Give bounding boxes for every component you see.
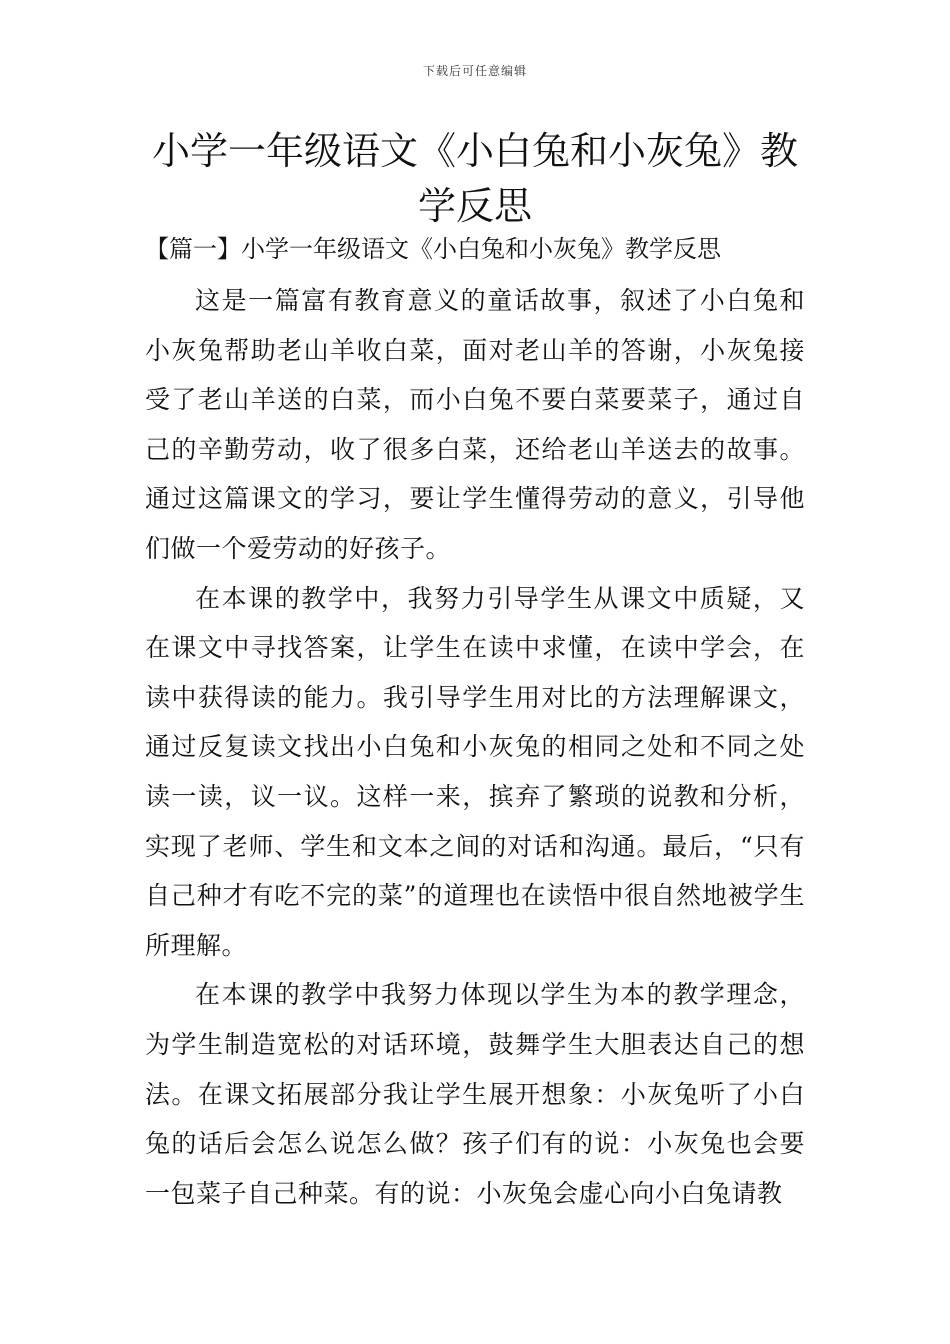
- document-title: 小学一年级语文《小白兔和小灰兔》教学反思: [151, 129, 798, 228]
- header-note: 下载后可任意编辑: [422, 64, 527, 78]
- paragraph-1: 这是一篇富有教育意义的童话故事，叙述了小白兔和小灰兔帮助老山羊收白菜，面对老山羊的答谢，小灰兔接受了老山羊送的白菜，而小白兔不要白菜要菜子，通过自己的辛勤劳动，收了很多白菜，还给老山羊送去的故事。通过这篇课文的学习，要让学生懂得劳动的意义，引导他们做一个爱劳动的好孩子。: [145, 286, 805, 563]
- paragraph-2: 在本课的教学中，我努力引导学生从课文中质疑，又在课文中寻找答案，让学生在读中求懂，在读中学会，在读中获得读的能力。我引导学生用对比的方法理解课文，通过反复读文找出小白兔和小灰兔的相同之处和不同之处读一读，议一议。这样一来，摈弃了繁琐的说教和分析，实现了老师、学生和文本之间的对话和沟通。最后，“只有自己种才有吃不完的菜”的道理也在读悟中很自然地被学生所理解。: [145, 583, 805, 960]
- paragraph-3: 在本课的教学中我努力体现以学生为本的教学理念，为学生制造宽松的对话环境，鼓舞学生大胆表达自己的想法。在课文拓展部分我让学生展开想象：小灰兔听了小白兔的话后会怎么说怎么做？孩子们有的说：小灰兔也会要一包菜子自己种菜。有的说：小灰兔会虚心向小白兔请教: [145, 980, 805, 1208]
- section-heading: 【篇一】小学一年级语文《小白兔和小灰兔》教学反思: [145, 235, 721, 263]
- body-text: [145, 276, 805, 1218]
